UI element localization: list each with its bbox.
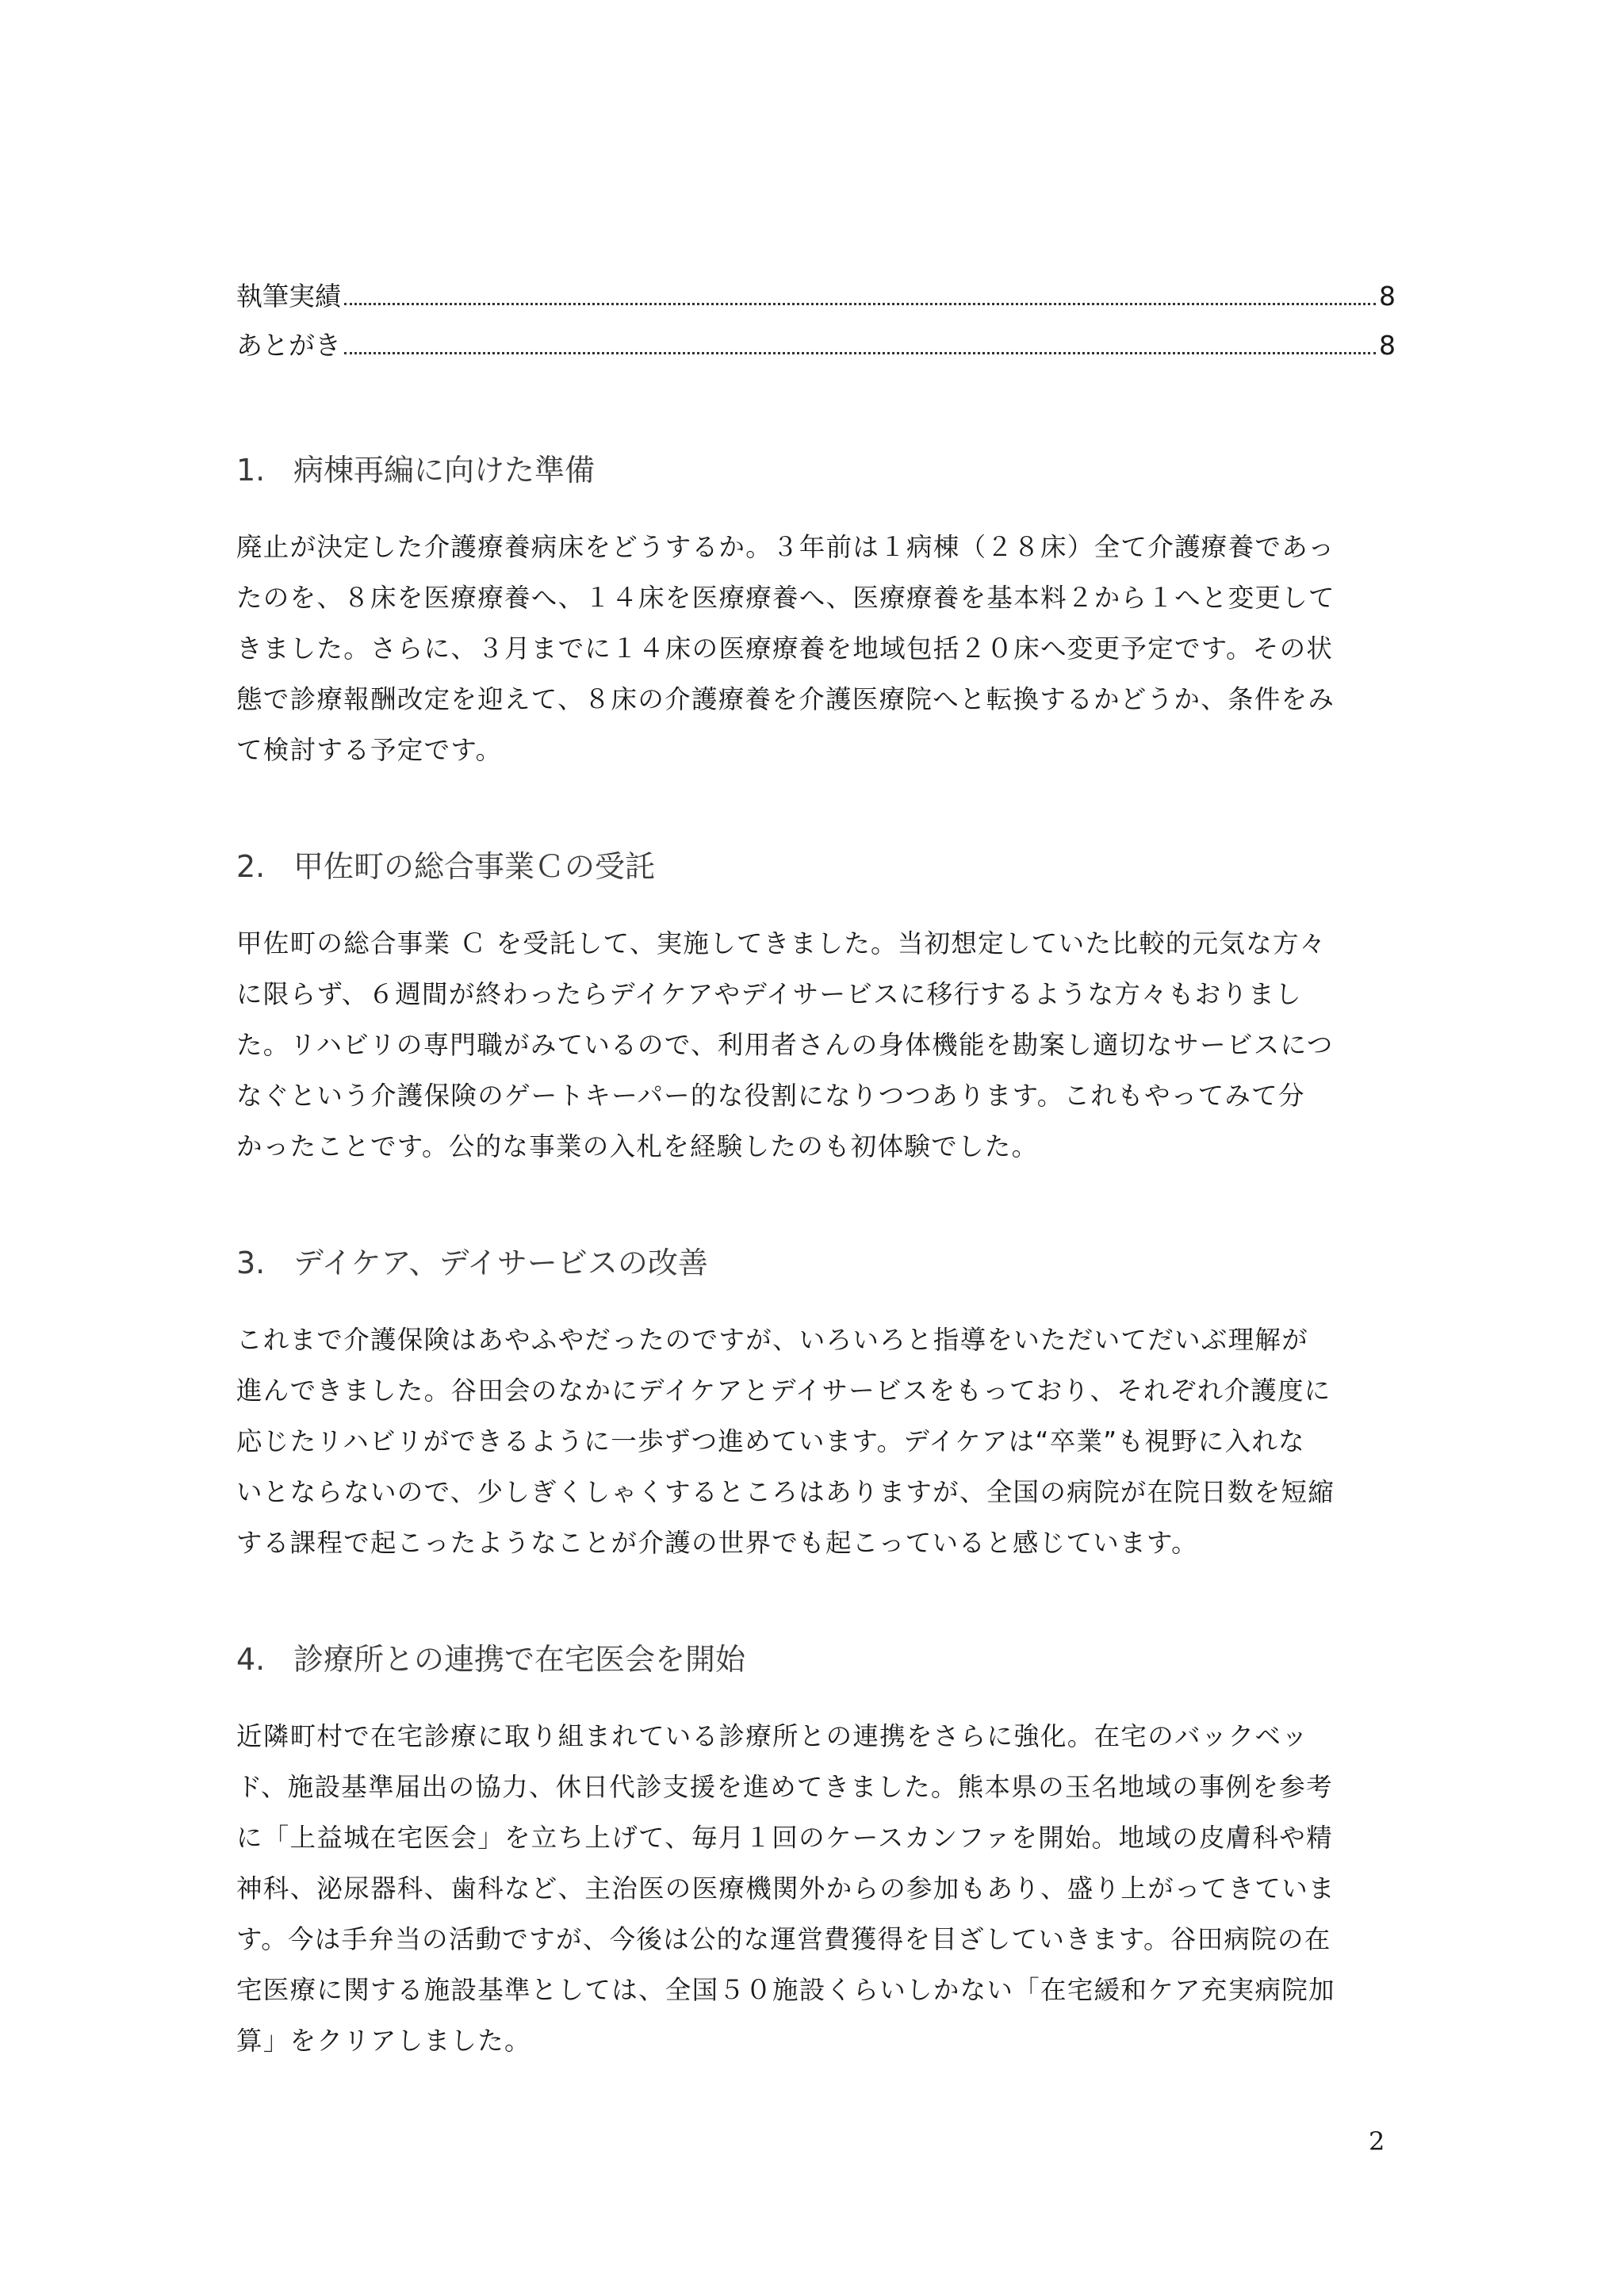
section-title: 病棟再編に向けた準備 [293, 453, 596, 488]
section-heading [236, 1238, 1396, 1288]
toc-entry[interactable] [236, 276, 1396, 325]
section-number: 3. [236, 1246, 266, 1280]
paragraph-line: 近隣町村で在宅診療に取り組まれている診療所との連携をさらに強化。在宅のバックベッ [236, 1721, 1309, 1751]
paragraph-line: 態で診療報酬改定を迎えて、８床の介護療養を介護医療院へと転換するかどうか、条件をみ [236, 684, 1335, 714]
paragraph-line: 甲佐町の総合事業 Ｃ を受託して、実施してきました。当初想定していた比較的元気な方々 [236, 928, 1327, 959]
paragraph-line: て検討する予定です。 [236, 735, 503, 765]
paragraph-line: ド、施設基準届出の協力、休日代診支援を進めてきました。熊本県の玉名地域の事例を参考 [236, 1772, 1333, 1802]
toc-leader-dots [344, 352, 1376, 354]
paragraph-line: た。リハビリの専門職がみているので、利用者さんの身体機能を勘案し適切なサービスにつ [236, 1030, 1334, 1060]
section-paragraph [236, 1711, 1396, 2066]
section-title: 診療所との連携で在宅医会を開始 [293, 1642, 746, 1677]
section-title: 甲佐町の総合事業Ｃの受託 [293, 849, 656, 884]
paragraph-line: する課程で起こったようなことが介護の世界でも起こっていると感じています。 [236, 1528, 1198, 1558]
paragraph-line: たのを、８床を医療療養へ、１４床を医療療養へ、医療療養を基本料２から１へと変更して [236, 583, 1335, 613]
paragraph-line: す。今は手弁当の活動ですが、今後は公的な運営費獲得を目ざしていきます。谷田病院の在 [236, 1924, 1331, 1954]
section-heading [236, 842, 1396, 891]
page-number: 2 [1369, 2126, 1385, 2156]
paragraph-line: 応じたリハビリができるように一歩ずつ進めています。デイケアは“卒業”も視野に入れな [236, 1426, 1305, 1456]
section-1 [236, 446, 1396, 775]
section-paragraph [236, 918, 1396, 1172]
paragraph-line: に「上益城在宅医会」を立ち上げて、毎月１回のケースカンファを開始。地域の皮膚科や精 [236, 1823, 1333, 1853]
section-number: 1. [236, 453, 266, 488]
paragraph-line: なぐという介護保険のゲートキーパー的な役割になりつつあります。これもやってみて分 [236, 1081, 1305, 1111]
section-3 [236, 1238, 1396, 1568]
table-of-contents [236, 276, 1396, 374]
section-heading [236, 1635, 1396, 1684]
section-number: 2. [236, 849, 266, 884]
toc-entry[interactable] [236, 325, 1396, 374]
section-number: 4. [236, 1642, 266, 1677]
section-title: デイケア、デイサービスの改善 [293, 1246, 708, 1280]
toc-entry-label: 執筆実績 [236, 281, 341, 312]
section-2 [236, 842, 1396, 1172]
toc-entry-label: あとがき [236, 330, 341, 361]
paragraph-line: 算」をクリアしました。 [236, 2026, 531, 2056]
paragraph-line: 宅医療に関する施設基準としては、全国５０施設くらいしかない「在宅緩和ケア充実病院加 [236, 1975, 1335, 2005]
paragraph-line: 廃止が決定した介護療養病床をどうするか。３年前は１病棟（２８床）全て介護療養であっ [236, 532, 1335, 562]
paragraph-line: かったことです。公的な事業の入札を経験したのも初体験でした。 [236, 1131, 1039, 1161]
toc-entry-page: 8 [1379, 281, 1396, 312]
section-paragraph [236, 522, 1396, 775]
paragraph-line: これまで介護保険はあやふやだったのですが、いろいろと指導をいただいてだいぶ理解が [236, 1325, 1309, 1355]
toc-entry-page: 8 [1379, 330, 1396, 361]
section-4 [236, 1635, 1396, 2066]
section-paragraph [236, 1314, 1396, 1568]
paragraph-line: 神科、泌尿器科、歯科など、主治医の医療機関外からの参加もあり、盛り上がってきていま [236, 1873, 1335, 1904]
paragraph-line: いとならないので、少しぎくしゃくするところはありますが、全国の病院が在院日数を短縮 [236, 1477, 1335, 1507]
paragraph-line: きました。さらに、３月までに１４床の医療療養を地域包括２０床へ変更予定です。その状 [236, 633, 1334, 664]
paragraph-line: に限らず、６週間が終わったらデイケアやデイサービスに移行するような方々もおりまし [236, 979, 1302, 1009]
paragraph-line: 進んできました。谷田会のなかにデイケアとデイサービスをもっており、それぞれ介護度に [236, 1376, 1331, 1406]
toc-leader-dots [344, 303, 1376, 305]
section-heading [236, 446, 1396, 495]
